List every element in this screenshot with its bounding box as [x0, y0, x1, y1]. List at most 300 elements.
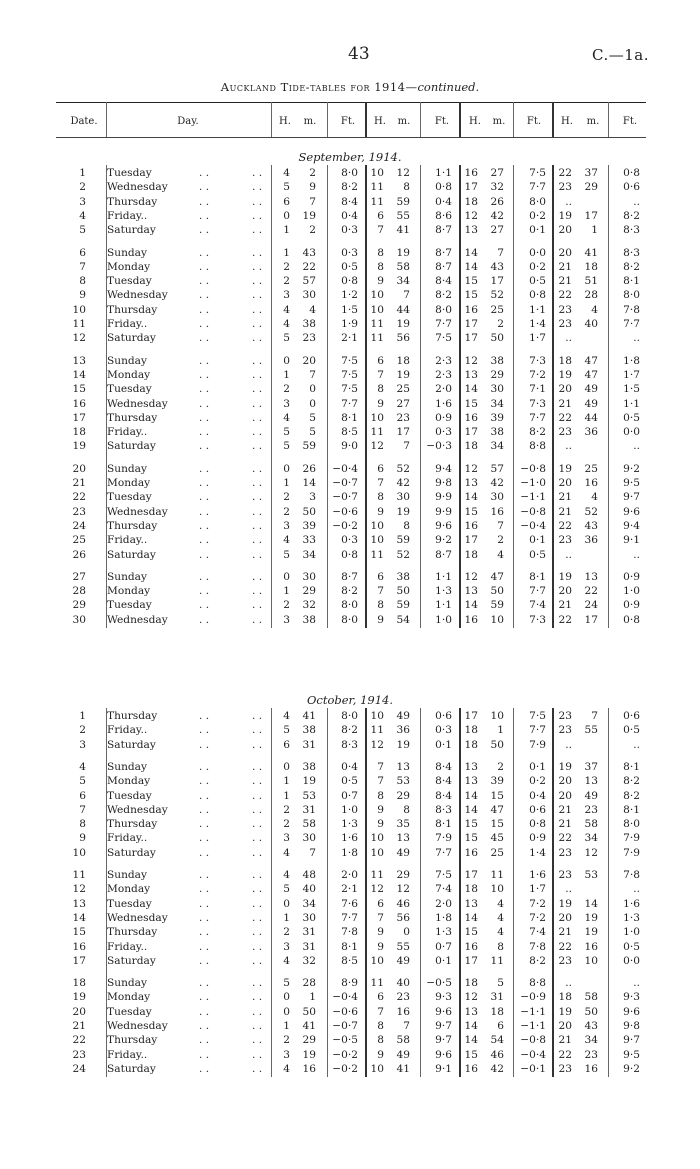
- hw2-min-cell: 2: [497, 318, 504, 330]
- hw2-hour-cell: 13: [464, 897, 478, 910]
- hw1-hour-cell: 2: [283, 491, 290, 504]
- hw1-ft-cell: −0·6: [332, 505, 358, 518]
- table-row: [0, 724, 700, 737]
- hw1-min-cell: 2: [309, 167, 316, 179]
- hw2-hour-cell: 16: [464, 940, 478, 953]
- lw2-hour-cell: ..: [565, 440, 572, 453]
- date-cell: 17: [72, 954, 86, 967]
- lw1-ft-cell: 9·4: [435, 462, 452, 475]
- hw2-hour-cell: 17: [464, 534, 478, 547]
- hw1-hour-cell: 0: [283, 897, 290, 910]
- hw1-min-cell: 31: [302, 738, 316, 751]
- day-cell: Thursday: [107, 195, 158, 208]
- leader-dots: . .: [199, 260, 210, 273]
- hw1-min-cell: 0: [309, 383, 316, 396]
- lw2-ft-cell: 8·1: [623, 803, 640, 816]
- date-cell: 7: [79, 260, 86, 273]
- hw2-ft-cell: 0·6: [529, 803, 546, 816]
- hw2-hour-cell: 13: [464, 224, 478, 237]
- lw1-ft-cell: 0·3: [435, 426, 452, 439]
- leader-dots: . .: [199, 181, 210, 194]
- lw2-min-cell: 28: [584, 289, 598, 302]
- date-cell: 6: [79, 246, 86, 259]
- lw2-hour-cell: 23: [558, 724, 572, 737]
- lw1-hour-cell: 9: [377, 818, 384, 831]
- header-divider: [513, 102, 514, 137]
- header-m4: m.: [586, 116, 600, 127]
- date-cell: 19: [72, 991, 86, 1004]
- day-cell: Saturday: [107, 846, 156, 859]
- lw2-ft-cell: 0·9: [623, 570, 640, 583]
- table-row: [0, 520, 700, 533]
- lw2-min-cell: 14: [584, 897, 598, 910]
- hw2-min-cell: 47: [490, 570, 504, 583]
- date-cell: 24: [72, 519, 86, 532]
- table-row: [0, 883, 700, 896]
- day-cell: Tuesday: [107, 167, 152, 179]
- lw1-min-cell: 52: [396, 462, 410, 475]
- lw2-hour-cell: 21: [558, 1034, 572, 1047]
- lw1-ft-cell: 8·7: [435, 548, 452, 561]
- hw1-ft-cell: 7·5: [341, 354, 358, 367]
- hw2-hour-cell: 16: [464, 1062, 478, 1075]
- day-cell: Saturday: [107, 954, 156, 967]
- hw1-min-cell: 19: [302, 1048, 316, 1061]
- lw1-hour-cell: 8: [377, 260, 384, 273]
- lw1-ft-cell: 9·6: [435, 1005, 452, 1018]
- lw1-ft-cell: 0·1: [435, 738, 452, 751]
- lw2-min-cell: 34: [584, 1034, 598, 1047]
- day-cell: Friday..: [107, 426, 148, 439]
- lw1-hour-cell: 7: [377, 585, 384, 598]
- hw1-ft-cell: 7·7: [341, 911, 358, 924]
- hw1-ft-cell: 1·6: [341, 832, 358, 845]
- lw1-ft-cell: 1·1: [435, 167, 452, 179]
- lw1-ft-cell: 8·2: [435, 289, 452, 302]
- hw2-ft-cell: 7·3: [529, 354, 546, 367]
- hw1-ft-cell: −0·5: [332, 1034, 358, 1047]
- lw1-min-cell: 58: [396, 1034, 410, 1047]
- hw1-hour-cell: 2: [283, 275, 290, 288]
- hw2-ft-cell: 7·2: [529, 368, 546, 381]
- lw1-min-cell: 35: [396, 818, 410, 831]
- lw2-hour-cell: 23: [558, 846, 572, 859]
- table-row: [0, 275, 700, 288]
- hw1-min-cell: 7: [309, 846, 316, 859]
- table-row: [0, 585, 700, 598]
- lw1-hour-cell: 12: [370, 883, 384, 896]
- lw2-ft-cell: 9·1: [623, 534, 640, 547]
- date-cell: 4: [79, 209, 86, 222]
- leader-dots: . .: [252, 818, 263, 831]
- table-row: [0, 167, 700, 180]
- hw1-hour-cell: 1: [283, 775, 290, 788]
- lw1-ft-cell: 0·8: [435, 181, 452, 194]
- leader-dots: . .: [252, 954, 263, 967]
- date-cell: 9: [79, 832, 86, 845]
- leader-dots: . .: [252, 477, 263, 489]
- lw2-hour-cell: 22: [558, 167, 572, 179]
- hw1-min-cell: 5: [309, 411, 316, 424]
- lw2-ft-cell: 0·6: [623, 710, 640, 722]
- hw1-ft-cell: 8·0: [341, 167, 358, 179]
- lw1-ft-cell: 8·7: [435, 224, 452, 237]
- lw1-min-cell: 19: [396, 246, 410, 259]
- hw1-min-cell: 41: [302, 1020, 316, 1032]
- table-row: [0, 412, 700, 425]
- header-divider: [365, 102, 367, 137]
- lw2-hour-cell: ..: [565, 977, 572, 990]
- table-row: [0, 1034, 700, 1047]
- hw1-ft-cell: −0·7: [332, 1020, 358, 1032]
- day-cell: Friday..: [107, 724, 148, 737]
- lw1-hour-cell: 11: [370, 181, 384, 194]
- lw1-ft-cell: 8·4: [435, 789, 452, 802]
- column-divider: [459, 165, 461, 628]
- lw2-ft-cell: 9·5: [623, 1048, 640, 1061]
- hw1-hour-cell: 1: [283, 911, 290, 924]
- leader-dots: . .: [252, 548, 263, 561]
- leader-dots: . .: [199, 1005, 210, 1018]
- hw2-min-cell: 47: [490, 803, 504, 816]
- header-divider: [106, 102, 107, 137]
- hw2-min-cell: 2: [497, 760, 504, 773]
- hw2-ft-cell: −0·8: [520, 505, 546, 518]
- hw2-min-cell: 50: [490, 332, 504, 345]
- table-row: [0, 991, 700, 1004]
- hw2-min-cell: 59: [490, 599, 504, 612]
- hw1-ft-cell: 8·0: [341, 710, 358, 722]
- hw1-min-cell: 19: [302, 209, 316, 222]
- hw2-hour-cell: 13: [464, 1005, 478, 1018]
- date-cell: 27: [72, 570, 86, 583]
- lw2-ft-cell: 0·0: [623, 954, 640, 967]
- hw1-min-cell: 19: [302, 775, 316, 788]
- day-cell: Friday..: [107, 209, 148, 222]
- lw2-ft-cell: ..: [633, 440, 640, 453]
- lw2-hour-cell: 18: [558, 354, 572, 367]
- day-cell: Sunday: [107, 462, 147, 475]
- hw1-ft-cell: 8·9: [341, 977, 358, 990]
- hw2-ft-cell: 0·0: [529, 246, 546, 259]
- lw2-ft-cell: 8·2: [623, 209, 640, 222]
- hw1-hour-cell: 2: [283, 260, 290, 273]
- lw2-ft-cell: 7·8: [623, 303, 640, 316]
- hw2-min-cell: 27: [490, 224, 504, 237]
- hw1-ft-cell: 7·6: [341, 897, 358, 910]
- hw2-ft-cell: 7·7: [529, 724, 546, 737]
- leader-dots: . .: [199, 462, 210, 475]
- lw1-hour-cell: 10: [370, 832, 384, 845]
- header-divider: [608, 102, 609, 137]
- leader-dots: . .: [199, 318, 210, 330]
- leader-dots: . .: [199, 869, 210, 881]
- header-day: Day.: [177, 116, 199, 127]
- leader-dots: . .: [252, 883, 263, 896]
- day-cell: Saturday: [107, 1062, 156, 1075]
- hw2-hour-cell: 15: [464, 818, 478, 831]
- hw1-ft-cell: 0·3: [341, 534, 358, 547]
- leader-dots: . .: [252, 585, 263, 598]
- lw2-min-cell: 58: [584, 991, 598, 1004]
- hw1-hour-cell: 5: [283, 977, 290, 990]
- column-divider: [513, 165, 514, 628]
- leader-dots: . .: [252, 332, 263, 345]
- lw1-min-cell: 54: [396, 613, 410, 626]
- leader-dots: . .: [252, 940, 263, 953]
- leader-dots: . .: [199, 519, 210, 532]
- hw1-min-cell: 31: [302, 940, 316, 953]
- hw2-ft-cell: 7·5: [529, 167, 546, 179]
- hw1-ft-cell: 1·8: [341, 846, 358, 859]
- lw2-min-cell: 40: [584, 318, 598, 330]
- hw2-hour-cell: 17: [464, 332, 478, 345]
- lw2-ft-cell: 9·6: [623, 505, 640, 518]
- lw2-hour-cell: 20: [558, 911, 572, 924]
- lw1-hour-cell: 11: [370, 426, 384, 439]
- hw2-hour-cell: 18: [464, 738, 478, 751]
- hw1-min-cell: 16: [302, 1062, 316, 1075]
- lw1-hour-cell: 8: [377, 246, 384, 259]
- leader-dots: . .: [199, 897, 210, 910]
- hw2-hour-cell: 12: [464, 462, 478, 475]
- date-cell: 9: [79, 289, 86, 302]
- lw2-hour-cell: 21: [558, 491, 572, 504]
- leader-dots: . .: [199, 940, 210, 953]
- hw2-hour-cell: 16: [464, 303, 478, 316]
- header-m2: m.: [397, 116, 411, 127]
- hw2-ft-cell: 8·1: [529, 570, 546, 583]
- lw2-ft-cell: 8·2: [623, 775, 640, 788]
- leader-dots: . .: [199, 775, 210, 788]
- lw2-hour-cell: 20: [558, 585, 572, 598]
- lw2-hour-cell: 21: [558, 926, 572, 939]
- lw2-min-cell: 17: [584, 209, 598, 222]
- hw1-min-cell: 38: [302, 760, 316, 773]
- lw1-hour-cell: 9: [377, 940, 384, 953]
- lw2-ft-cell: 7·9: [623, 846, 640, 859]
- hw2-ft-cell: 0·9: [529, 832, 546, 845]
- hw2-ft-cell: 7·3: [529, 613, 546, 626]
- lw2-hour-cell: 22: [558, 832, 572, 845]
- date-cell: 13: [72, 897, 86, 910]
- hw2-hour-cell: 18: [464, 548, 478, 561]
- hw1-ft-cell: 0·4: [341, 760, 358, 773]
- lw1-hour-cell: 6: [377, 209, 384, 222]
- page-number: 43: [348, 44, 370, 64]
- leader-dots: . .: [199, 411, 210, 424]
- lw1-hour-cell: 6: [377, 570, 384, 583]
- header-ft4: Ft.: [622, 116, 638, 127]
- hw2-min-cell: 42: [490, 209, 504, 222]
- lw1-min-cell: 38: [396, 570, 410, 583]
- leader-dots: . .: [252, 491, 263, 504]
- lw1-min-cell: 17: [396, 426, 410, 439]
- lw1-min-cell: 12: [396, 883, 410, 896]
- hw2-hour-cell: 13: [464, 477, 478, 489]
- leader-dots: . .: [199, 724, 210, 737]
- leader-dots: . .: [252, 260, 263, 273]
- table-row: [0, 440, 700, 453]
- hw2-ft-cell: 0·2: [529, 260, 546, 273]
- hw2-ft-cell: 7·7: [529, 411, 546, 424]
- lw2-min-cell: 53: [584, 869, 598, 881]
- table-row: [0, 426, 700, 439]
- header-divider: [271, 102, 272, 137]
- lw1-min-cell: 41: [396, 224, 410, 237]
- lw1-ft-cell: 2·3: [435, 354, 452, 367]
- leader-dots: . .: [199, 383, 210, 396]
- day-cell: Friday..: [107, 832, 148, 845]
- day-cell: Thursday: [107, 519, 158, 532]
- header-h1: H.: [279, 116, 291, 127]
- lw2-hour-cell: 20: [558, 1020, 572, 1032]
- date-cell: 16: [72, 397, 86, 410]
- hw1-min-cell: 38: [302, 613, 316, 626]
- column-divider: [420, 708, 421, 1077]
- lw2-hour-cell: 20: [558, 789, 572, 802]
- leader-dots: . .: [252, 599, 263, 612]
- date-cell: 10: [72, 846, 86, 859]
- lw1-min-cell: 23: [396, 991, 410, 1004]
- column-divider: [271, 165, 272, 628]
- day-cell: Monday: [107, 883, 151, 896]
- hw1-min-cell: 29: [302, 585, 316, 598]
- hw2-ft-cell: 0·1: [529, 224, 546, 237]
- lw2-min-cell: 25: [584, 462, 598, 475]
- hw2-min-cell: 16: [490, 505, 504, 518]
- lw1-min-cell: 25: [396, 383, 410, 396]
- lw2-ft-cell: 8·2: [623, 789, 640, 802]
- hw1-hour-cell: 3: [283, 397, 290, 410]
- date-cell: 21: [72, 1020, 86, 1032]
- hw2-min-cell: 34: [490, 397, 504, 410]
- leader-dots: . .: [252, 289, 263, 302]
- lw2-hour-cell: 22: [558, 411, 572, 424]
- lw1-min-cell: 59: [396, 599, 410, 612]
- hw2-min-cell: 54: [490, 1034, 504, 1047]
- column-divider: [552, 165, 554, 628]
- hw1-hour-cell: 4: [283, 846, 290, 859]
- hw1-min-cell: 39: [302, 519, 316, 532]
- lw1-min-cell: 19: [396, 368, 410, 381]
- leader-dots: . .: [199, 585, 210, 598]
- hw1-min-cell: 34: [302, 548, 316, 561]
- lw1-ft-cell: 7·5: [435, 869, 452, 881]
- hw2-hour-cell: 16: [464, 167, 478, 179]
- hw2-ft-cell: −0·8: [520, 1034, 546, 1047]
- leader-dots: . .: [252, 181, 263, 194]
- lw2-hour-cell: 21: [558, 505, 572, 518]
- leader-dots: . .: [199, 368, 210, 381]
- lw2-min-cell: 49: [584, 397, 598, 410]
- hw2-ft-cell: 8·8: [529, 440, 546, 453]
- header-m3: m.: [492, 116, 506, 127]
- lw1-ft-cell: 2·0: [435, 383, 452, 396]
- hw1-min-cell: 59: [302, 440, 316, 453]
- day-cell: Tuesday: [107, 1005, 152, 1018]
- table-row: [0, 224, 700, 237]
- lw1-ft-cell: 8·3: [435, 803, 452, 816]
- table-row: [0, 790, 700, 803]
- lw1-ft-cell: 0·4: [435, 195, 452, 208]
- hw2-hour-cell: 14: [464, 789, 478, 802]
- hw1-ft-cell: 8·1: [341, 940, 358, 953]
- hw1-min-cell: 29: [302, 1034, 316, 1047]
- leader-dots: . .: [199, 534, 210, 547]
- lw1-min-cell: 50: [396, 585, 410, 598]
- lw1-min-cell: 34: [396, 275, 410, 288]
- leader-dots: . .: [199, 1020, 210, 1032]
- lw1-ft-cell: 8·0: [435, 303, 452, 316]
- leader-dots: . .: [199, 954, 210, 967]
- hw2-ft-cell: −0·9: [520, 991, 546, 1004]
- header-bottom-rule: [56, 137, 646, 138]
- hw2-hour-cell: 17: [464, 869, 478, 881]
- hw2-hour-cell: 14: [464, 383, 478, 396]
- lw2-hour-cell: 22: [558, 1048, 572, 1061]
- leader-dots: . .: [252, 275, 263, 288]
- hw1-hour-cell: 5: [283, 548, 290, 561]
- lw2-ft-cell: 9·2: [623, 1062, 640, 1075]
- lw1-ft-cell: 8·4: [435, 760, 452, 773]
- lw2-ft-cell: 9·7: [623, 1034, 640, 1047]
- header-divider: [420, 102, 421, 137]
- lw1-min-cell: 55: [396, 209, 410, 222]
- lw2-min-cell: 58: [584, 818, 598, 831]
- hw1-hour-cell: 2: [283, 926, 290, 939]
- lw1-min-cell: 58: [396, 260, 410, 273]
- leader-dots: . .: [252, 426, 263, 439]
- hw2-hour-cell: 17: [464, 426, 478, 439]
- lw1-ft-cell: 1·8: [435, 911, 452, 924]
- lw2-min-cell: 24: [584, 599, 598, 612]
- lw2-hour-cell: 20: [558, 477, 572, 489]
- column-divider: [608, 708, 609, 1077]
- hw1-ft-cell: 8·3: [341, 738, 358, 751]
- hw2-hour-cell: 14: [464, 491, 478, 504]
- leader-dots: . .: [252, 926, 263, 939]
- hw2-min-cell: 39: [490, 411, 504, 424]
- header-ft1: Ft.: [340, 116, 356, 127]
- lw2-min-cell: 36: [584, 534, 598, 547]
- table-row: [0, 571, 700, 584]
- hw1-hour-cell: 0: [283, 1005, 290, 1018]
- header-date: Date.: [70, 116, 98, 127]
- lw2-min-cell: 10: [584, 954, 598, 967]
- hw2-hour-cell: 17: [464, 318, 478, 330]
- title-main: Auckland Tide-tables for 1914—: [220, 80, 418, 94]
- hw1-hour-cell: 3: [283, 832, 290, 845]
- lw1-hour-cell: 7: [377, 477, 384, 489]
- leader-dots: . .: [199, 440, 210, 453]
- hw2-ft-cell: 7·7: [529, 181, 546, 194]
- date-cell: 28: [72, 585, 86, 598]
- lw2-hour-cell: 21: [558, 397, 572, 410]
- hw1-min-cell: 32: [302, 599, 316, 612]
- table-row: [0, 614, 700, 627]
- document-code: C.—1a.: [592, 46, 649, 64]
- day-cell: Thursday: [107, 303, 158, 316]
- hw1-ft-cell: 0·7: [341, 789, 358, 802]
- leader-dots: . .: [199, 911, 210, 924]
- lw1-hour-cell: 8: [377, 599, 384, 612]
- hw1-hour-cell: 2: [283, 599, 290, 612]
- leader-dots: . .: [252, 803, 263, 816]
- leader-dots: . .: [252, 775, 263, 788]
- lw1-hour-cell: 6: [377, 991, 384, 1004]
- leader-dots: . .: [252, 911, 263, 924]
